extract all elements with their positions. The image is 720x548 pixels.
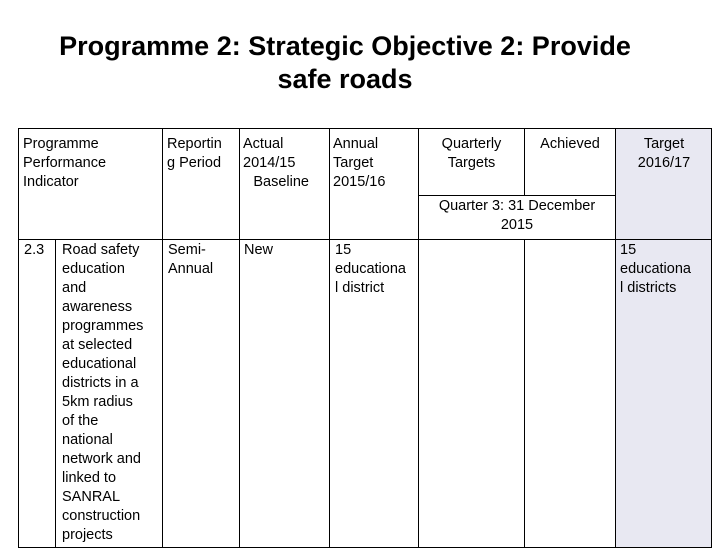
indicator-line: construction — [62, 508, 141, 524]
header-quarterly-targets — [419, 135, 524, 173]
row-actual-baseline — [244, 241, 273, 260]
row-target-2016-17 — [620, 241, 691, 298]
reporting-period-line: Semi- — [168, 242, 206, 258]
indicator-line: education — [62, 261, 125, 277]
column-divider — [55, 239, 56, 548]
header-text-line: Indicator — [23, 174, 79, 190]
header-programme-performance-indicator — [23, 135, 106, 192]
indicator-line: 5km radius — [62, 394, 133, 410]
row-quarterly-target — [420, 241, 520, 260]
indicator-line: and — [62, 280, 87, 296]
header-text-line: Performance — [23, 155, 107, 171]
indicator-line: national — [62, 432, 113, 448]
annual-target-line: educationa — [335, 261, 406, 277]
column-divider — [418, 128, 419, 548]
header-achieved — [525, 135, 615, 154]
header-actual-baseline — [243, 135, 309, 192]
target-2016-line: educationa — [620, 261, 691, 277]
header-text-line: Actual — [243, 136, 284, 152]
header-text-line: Programme — [23, 136, 99, 152]
indicator-line: SANRAL — [62, 489, 121, 505]
header-text-line: 2016/17 — [637, 155, 691, 171]
title-line-1: Programme 2: Strategic Objective 2: Provide — [59, 31, 631, 61]
header-text-line: Achieved — [540, 136, 600, 152]
baseline-line: New — [244, 242, 274, 258]
row-number: 2.3 — [24, 242, 45, 258]
indicator-line: projects — [62, 527, 113, 543]
row-divider — [18, 239, 712, 240]
header-text-line: Annual — [333, 136, 379, 152]
header-text-line: 2014/15 — [243, 155, 296, 171]
target-2016-line: 15 — [620, 242, 637, 258]
column-divider — [524, 239, 525, 548]
indicator-line: districts in a — [62, 375, 139, 391]
column-divider — [162, 128, 163, 548]
title-line-2: safe roads — [277, 64, 413, 94]
column-divider — [615, 128, 616, 548]
row-achieved — [526, 241, 611, 260]
header-text-line: 2015/16 — [333, 174, 386, 190]
header-text-line: g Period — [167, 155, 222, 171]
header-text-line: Target — [333, 155, 374, 171]
indicator-line: awareness — [62, 299, 133, 315]
annual-target-line: 15 — [335, 242, 352, 258]
row-indicator — [62, 241, 143, 545]
header-text-line: Targets — [447, 155, 496, 171]
header-target-2016-17 — [616, 135, 712, 173]
header-quarter-3 — [419, 197, 615, 235]
header-reporting-period — [167, 135, 222, 173]
row-annual-target — [335, 241, 406, 298]
page-title — [0, 30, 690, 96]
column-divider — [239, 128, 240, 548]
header-text-line: Baseline — [253, 174, 309, 190]
indicator-line: educational — [62, 356, 137, 372]
indicator-line: programmes — [62, 318, 144, 334]
indicator-line: network and — [62, 451, 141, 467]
reporting-period-line: Annual — [168, 261, 214, 277]
header-text-line: 2015 — [500, 217, 534, 233]
row-divider — [418, 195, 615, 196]
header-text-line: Target — [643, 136, 685, 152]
column-divider — [329, 128, 330, 548]
indicator-line: at selected — [62, 337, 133, 353]
indicator-line: linked to — [62, 470, 117, 486]
header-text-line: Reportin — [167, 136, 222, 152]
header-text-line: Quarter 3: 31 December — [438, 198, 596, 214]
indicator-line: of the — [62, 413, 99, 429]
header-text-line: Quarterly — [441, 136, 502, 152]
annual-target-line: l district — [335, 280, 385, 296]
target-2016-line: l districts — [620, 280, 677, 296]
header-annual-target — [333, 135, 385, 192]
row-reporting-period — [168, 241, 213, 279]
indicator-line: Road safety — [62, 242, 140, 258]
